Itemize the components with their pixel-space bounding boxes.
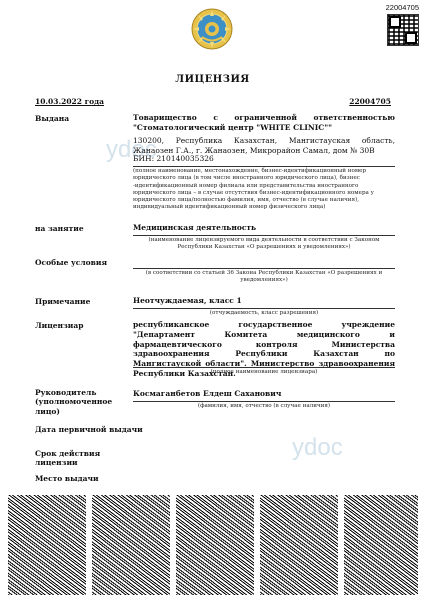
issue-date: 10.03.2022 года [35,97,105,106]
place-of-issue-label: Место выдачи [35,474,99,483]
validity-label: Срок действия лицензии [35,449,101,468]
divider [133,235,395,236]
signature-code-block [260,495,338,595]
issued-value-address: 130200, Республика Казахстан, Мангистауская область, Жанаозен Г.А., г. Жанаозен, Микрорайон Самал, дом № 30В [133,136,395,155]
divider [133,367,395,368]
note-value: Неотчуждаемая, класс 1 [133,296,242,305]
watermark: ydoc [106,136,157,163]
head-caption: (фамилия, имя, отчество (в случае наличия) [197,403,331,409]
licensor-value: республиканское государственное учреждение "Департамент Комитета медицинского и фармацевтического контроля Министерства здравоохранения Республики Казахстан по Мангистауской области". Министерство здравоохранения Республики Казахстан. [133,320,395,378]
note-label: Примечание [35,297,91,306]
divider [133,401,395,402]
issued-caption: (полное наименование, местонахождение, бизнес-идентификационный номер юридического лица (в том числе иностранного юридического лица), бизнес -идентификационный номер филиала или представительства иностранного юридического лица – в случае отсутствия бизнес-идентификационного номера у юридического лица/полностью фамилия, имя, отчество (в случае наличия), индивидуальный идентификационный номер физического лица) [133,168,374,211]
qr-code-icon [387,14,419,46]
document-number-top: 22004705 [385,3,419,12]
document-title: ЛИЦЕНЗИЯ [175,74,250,85]
licensor-label: Лицензиар [35,321,84,330]
signature-code-block [8,495,86,595]
special-conditions-label: Особые условия [35,258,107,267]
divider [133,166,395,167]
activity-value: Медицинская деятельность [133,223,257,232]
signature-code-block [92,495,170,595]
activity-label: на занятие [35,224,84,233]
signature-code-block [344,495,418,595]
watermark: ydoc [292,434,343,461]
issued-label: Выдана [35,114,70,123]
note-caption: (отчуждаемость, класс разрешения) [209,310,319,316]
license-number: 22004705 [349,97,391,106]
issued-value-bin: БИН: 210140035326 [133,154,214,163]
issued-value-name: Товарищество с ограниченной ответственностью "Стоматологический центр "WHITE CLINIC"" [133,113,395,132]
signature-code-block [176,495,254,595]
first-issue-label: Дата первичной выдачи [35,425,143,434]
activity-caption: (наименование лицензируемого вида деятельности в соответствии с Законом Республики Казахстан «О разрешениях и уведомлениях») [148,237,380,251]
kazakhstan-emblem-icon [191,8,233,50]
head-value: Космаганбетов Елдеш Саханович [133,389,282,398]
head-label: Руководитель (уполномоченное лицо) [35,388,113,416]
licensor-caption: (полное наименование лицензиара) [210,369,318,375]
divider [133,308,395,309]
divider [133,268,395,269]
special-conditions-caption: (в соответствии со статьей 36 Закона Республики Казахстан «О разрешениях и уведомлениях») [145,270,383,284]
